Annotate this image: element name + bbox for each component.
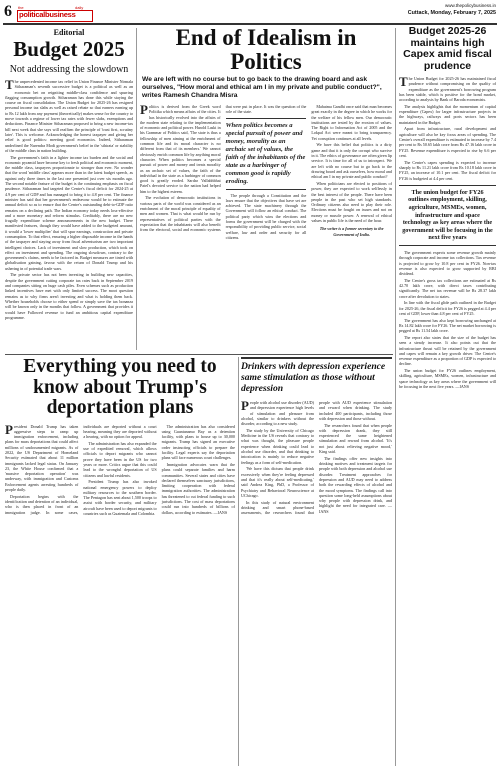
feature-article: [140, 26, 392, 353]
capex-paragraph: In line with the fiscal glide path outlined in the Budget for 2025-26, the fiscal deficit for FY26 is pegged at 4.4 per cent of GDP, lower than 4.8 per cent of FY25.: [399, 300, 496, 317]
masthead-rule: [3, 23, 497, 25]
deportation-article: [5, 357, 235, 767]
alcohol-article: [241, 357, 392, 767]
deportation-paragraph: President Donald Trump has taken aggressive steps to ramp up immigration enforcement, including plans for mass deportations that could affect millions of undocumented migrants. As of 2022, the US Department of Homeland Security estimated that about 11 million immigrants lacked legal status. On January 23, the White House confirmed that a 'massive deportation operation' was underway, with immigration and Customs Enforcement agents arresting hundreds of people daily.: [5, 421, 79, 493]
feature-paragraph: We have this belief that politics is a dirty game and that it is only the corrupt who survive in it. The ethics of governance are often given lip service. It is time for all of us to introspect. We are left with no course but to go back to the drawing board and ask ourselves, how moral and ethical am I in my private and public conduct?: [311, 142, 392, 180]
editorial-paragraph: The unprecedented income tax relief in Union Finance Minister Nirmala Sitharaman's seventh successive budget is a political as well as an economic bet on reigniting middle-class confidence and spurring flagging consumption growth. Sitharaman has done this while staying the course on fiscal consolidation. The Union Budget for 2025-26 has resigned personal income tax slabs as well as raised rebate so that earners earning up to Rs 12 lakh from any payment (theoretically) makes sense for the country to move towards a regime of lower tax rates with fewer slabs, exemptions and deductions. Finance Minister Sitharaman proposed to bring a new income-tax bill next week that she says will reaffirm the principle of 'trust first, scrutiny later'. This is welcome. Acknowledging the honest taxpayer and giving her relief is good politics: meeting good economics. Indeed, Sitharaman underlined the Narendra Modi government's belief in the 'sthirata' or stability of the middle class in nation building.: [5, 77, 133, 153]
dateline: Cuttack, Monday, February 7, 2025: [407, 10, 496, 16]
editorial: [5, 28, 133, 353]
section-divider: [5, 354, 393, 355]
alcohol-title-box: [241, 357, 392, 397]
capex-paragraph: The Centre's capex spending is expected to increase sharply to Rs 11.21 lakh crore from Rs 10.18 lakh crore in FY25, an increase of 10.1 per cent. The fiscal deficit for FY26 is budgeted at 4.4 per cent.: [399, 159, 496, 181]
column-divider: [395, 28, 396, 766]
alcohol-body: [241, 400, 392, 755]
deportation-paragraph: Deportation begins with the identification and detention of an individual, who is then placed in front of an immigration judge. In some cases, individuals are deported without a court hearing, meaning they are deported without a hearing, with no option for appeal.: [5, 423, 157, 515]
deportation-paragraph: The administration has also expanded the use of expedited removal, which allows officials to deport migrants who cannot prove they have been in the US for two years or more. Critics argue that this could lead to the wrongful deportation of US citizens and lawful residents.: [83, 440, 157, 478]
editorial-title: Budget 2025: [13, 37, 125, 61]
editorial-kicker: Editorial: [53, 28, 85, 37]
feature-paragraph: Politics is derived from the Greek word Politika which means affairs of the cities. It has historically evolved into the affairs of the modern state relating to the implementation of economic and political power. Harold Laski in his Grammar of Politics said, 'The state is thus a fellowship of men aiming at the enrichment of common life and its moral character is no different from that of its members.' We cannot obviously enrich common life by anything moral character. When politics becomes a special pursuit of power and money and treats morality as an archaic set of values, the faith of the individual in the state as a harbinger of common good is greatly eroded. Sardar Vallabhbhai Patel's devoted service to the nation had helped him to the highest esteem.: [140, 102, 221, 194]
author-note: The writer is a former secretary to the Government of India.: [319, 226, 384, 237]
feature-paragraph: Mahatma Gandhi once said that man becomes great exactly in the degree in which he works for the welfare of his fellow men. Our democratic institutions are tested by the erosion of values. The Right to Information Act of 2005 and the Lokpal Act were meant to bring transparency. Yet corruption continues at all levels.: [311, 104, 392, 141]
capex-paragraph: The Centre's gross tax collections are estimated at Rs 42.70 lakh crore, with direct taxes contributing significantly. The net tax revenue will be Rs 28.37 lakh crore after devolution to states.: [399, 277, 496, 299]
capex-pullquote: The union budget for FY26 outlines employment, skilling, agriculture, MSMEs, women, infrastructure and space technology as key areas where the government will be focusing in the next five years: [399, 185, 496, 246]
masthead: [3, 2, 497, 24]
deportation-body: [5, 421, 235, 768]
editorial-paragraph: The private sector has not been investing in building new capacities, despite the government cutting corporate tax rates back in September 2019 and companies sitting on huge cash piles. Even schemes such as production linked incentives have met with only limited success. The moot question remains as to why firms aren't investing and what is holding them back. Whether households choose to either spend or simply save the tax bonanza will be known only in the months that follow. A government that provides it would have Fallowed revenue to fund an ambitious capital expenditure programme.: [5, 272, 133, 320]
website: www.thepolicybusiness.in: [444, 3, 496, 8]
brand-name: politicalbusiness: [19, 10, 76, 19]
column-divider: [238, 357, 239, 766]
capex-title: Budget 2025-26 maintains high Capex amid fiscal prudence: [403, 26, 492, 72]
capex-article: [399, 26, 496, 768]
editorial-body: [5, 79, 133, 320]
feature-paragraph: The evolution of democratic institutions in various parts of the world was considered as an enrichment of the moral principle of equality of men and women. That is what would be run by representatives of political parties with the expectation that the inhabitants will also benefit from the electoral, social and economic systems that were put in place. It was the question of the role of the state.: [140, 104, 307, 233]
alcohol-paragraph: The findings offer new insights into drinking motives and treatment targets for people with both depression and alcohol use disorder. Treatment approaches for depression and AUD may need to address both the rewarding effects of alcohol and the mood symptoms. The findings call into question some long-held assumptions about why people with depression drink, and highlight the need for integrated care. —IANS: [319, 455, 392, 514]
alcohol-paragraph: The researchers found that when people with depression drank, they still experienced the same heightened stimulation and reward from alcohol. 'It's not just about relieving negative mood,' King said.: [319, 422, 392, 455]
page-number: 6: [4, 3, 12, 20]
alcohol-paragraph: In this study of natural environment drinking and smart phone-based assessments, the researchers found that people with AUD experience stimulation and reward when drinking. The study included 400 participants, including those with depression and those without.: [241, 400, 392, 516]
capex-paragraph: The analysis highlights that the momentum of capital expenditure (Capex) for larger infrastructure projects in the highways, railways and ports sectors has been maintained in the Budget.: [399, 103, 496, 125]
feature-pullquote: When politics becomes a special pursuit of power and money, morality as an archaic set of values, the faith of the inhabitants of the state as a harbinger of common good is rapidly eroding.: [226, 118, 307, 190]
capex-body: [399, 76, 496, 181]
capex-paragraph: The government expects some revenue growth mainly through corporate and income tax collections. Tax revenue is projected to grow by 10.8 per cent in FY26. Non-tax revenue is also expected to grow supported by RBI dividend.: [399, 249, 496, 277]
feature-title: End of Idealism in Politics: [175, 26, 357, 74]
column-divider: [136, 28, 137, 350]
capex-body-continued: [399, 250, 496, 389]
capex-paragraph: The report also states that the size of the budget has seen a steady increase. It also points out that the infrastructure thrust will be retained by the government and capex will remain a key growth driver. The Centre's revenue expenditure as a proportion of GDP is expected to decline.: [399, 334, 496, 367]
alcohol-paragraph: 'We have this dictum that people drink excessively when they're feeling depressed and that it's really about self-medicating,' said Andrea King, PhD, a Professor of Psychiatry and Behavioral Neuroscience at UChicago.: [241, 466, 314, 498]
alcohol-title: Drinkers with depression experience same stimulation as those without depression: [241, 361, 386, 394]
capex-paragraph: The government has also kept borrowing unchanged at Rs 14.82 lakh crore for FY26. The net market borrowing is pegged at Rs 11.54 lakh crore.: [399, 317, 496, 334]
capex-paragraph: The Union Budget for 2025-26 has maintained fiscal prudence without compromising on the quality of expenditure as the government's borrowing program has been stable, which is positive for the bond market, according to analysis by Bank of Baroda economists.: [399, 74, 496, 103]
feature-paragraph: The people through a Constitution and the laws ensure that the objectives that have set are achieved. The state machinery through the Government will follow an ethical conduct. The political party which wins the elections and forms the government will be charged with the responsibility of providing public service, social welfare, law and order and security for all citizens.: [225, 192, 307, 240]
capex-paragraph: Apart from infrastructure, rural development and agriculture will also be key focus areas of spending. The Centre's overall expenditure is estimated to increase by 7.4 per cent to Rs 50.65 lakh crore from Rs 47.16 lakh crore in FY25. Revenue expenditure is expected to rise by 6.6 per cent.: [399, 126, 496, 158]
alcohol-paragraph: The study by the University of Chicago Medicine in the US reveals that contrary to what was thought, the pleasure people experience when drinking could lead to alcohol use disorder, and that drinking to intoxication is mainly to reduce negative feelings as a form of self-medication.: [241, 427, 314, 465]
feature-body: [140, 104, 392, 353]
feature-paragraph: When politicians are elected to positions of power, they are expected to work selflessly in the best interest of the people. There have been people in the past who set high standards. Ordinary citizens also need to play their role. Elections must be fought on issues and not on money or muscle power. A renewal of ethical values in public life is the need of the hour.: [311, 180, 392, 224]
editorial-subtitle: Not addressing the slowdown: [9, 64, 129, 75]
deportation-paragraph: Immigration advocates warn that the plans could separate families and harm communities. Several states and cities have declared themselves sanctuary jurisdictions, limiting cooperation with federal immigration authorities. The administration has threatened to cut federal funding to such jurisdictions. The cost of mass deportations could run into hundreds of billions of dollars, according to estimates. —IANS: [161, 461, 235, 515]
deportation-paragraph: President Trump has also invoked national emergency powers to deploy military resources to the southern border. The Pentagon has sent about 1,500 troops to assist with border security, and military aircraft have been used to deport migrants to countries such as Guatemala and Colombia.: [83, 479, 157, 517]
editorial-paragraph: The government's faith in a lighter income tax burden and the social and economic pyramid have become key to fresh political and economic moment, the middle class, taxpayers proportionate to stronger than ever. No wonder that the word 'middle class' appears more than in the latest budget speech, as against only three times in the last one presented just over six months ago. The second notable feature of the budget is the continuing emphasis on fiscal prudence. Sitharaman had targeted the Centre's fiscal deficit for 2024-25 at 4.9 per cent of GDP and has managed to bring it to 4.8 per cent. The finance minister has said that her government's endeavour would be to estimate the annual deficit so as to ensure that the Centre's outstanding debt-to-GDP ratio remains on a declining path. The Indian economy today needs loss-effective and a more monetary and reform stimulus. Creditably, there are no new frugally expenditure scheme announcements in the new budget. There manifested features, though they would have added to the budgeted amount, it would a 'lower multiplier' that will spur earnings, construction and private consumption. To that effect, ensuring a higher disposable income in the hands of the taxpayer and staying away from fiscal adventurism are two important intelligent choices. Lack of investment and slow production, which took on effect on investment and spending. The ongoing slowdown, contrary to the government's claims, needs to be factored in. Budget measures are tinted with globalisation gaining, favour with the return of Donald Trump and his ushering in of potential trade wars.: [5, 154, 133, 271]
brand-logo: the politicalbusiness daily: [17, 5, 93, 21]
deportation-title: Everything you need to know about Trump's deportation plans: [23, 357, 217, 418]
deportation-paragraph: The administration has also considered using Guantanamo Bay as a detention facility, with plans to house up to 30,000 migrants. Trump has signed an executive order instructing officials to prepare the facility. Legal experts say the deportation plans will face numerous court challenges.: [161, 423, 235, 461]
feature-deck: We are left with no course but to go back to the drawing board and ask ourselves, "How moral and ethical am I in my private and public conduct?", writes Ramesh Chandra Misra: [142, 76, 382, 99]
capex-paragraph: The union budget for FY26 outlines employment, skilling, agriculture, MSMEs, women, infrastructure and space technology as key areas where the government will be focusing in the next five years. —IANS: [399, 368, 496, 390]
alcohol-paragraph: People with alcohol use disorder (AUD) and depression experience high levels of stimulation and pleasure from alcohol, similar to drinkers without the disorder, according to a new study.: [241, 398, 314, 427]
